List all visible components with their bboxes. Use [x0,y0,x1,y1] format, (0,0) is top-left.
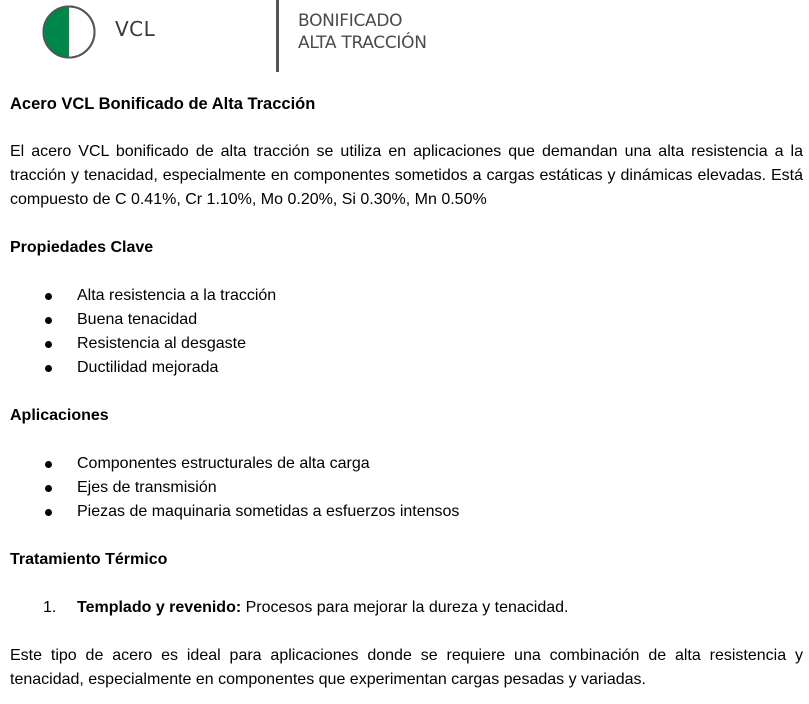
document-body [10,92,803,692]
list-item: Componentes estructurales de alta carga [10,452,803,476]
header-divider [276,0,279,72]
applications-list [10,452,803,524]
bullet-icon [45,317,52,324]
properties-list [10,284,803,380]
tagline-line-1: BONIFICADO [298,11,403,31]
list-item: Alta resistencia a la tracción [10,284,803,308]
list-number: 1. [43,599,57,616]
applications-heading: Aplicaciones [10,407,109,424]
treatment-term: Templado y revenido: [77,599,242,616]
bullet-icon [45,461,52,468]
treatment-heading: Tratamiento Térmico [10,551,168,568]
treatment-description: Procesos para mejorar la dureza y tenacidad. [241,599,569,616]
properties-heading: Propiedades Clave [10,239,154,256]
list-item: Piezas de maquinaria sometidas a esfuerzos intensos [10,500,803,524]
tagline-line-2: ALTA TRACCIÓN [298,33,427,53]
header-tagline [298,10,427,54]
treatment-list [10,596,803,620]
intro-paragraph: El acero VCL bonificado de alta tracción se utiliza en aplicaciones que demandan una alta resistencia a la tracción y tenacidad, especialmente en componentes sometidos a cargas estáticas y dinámicas elevadas. Está compuesto de C 0.41%, Cr 1.10%, Mo 0.20%, Si 0.30%, Mn 0.50% [10,143,803,208]
document-title: Acero VCL Bonificado de Alta Tracción [10,95,316,113]
bullet-icon [45,293,52,300]
list-item [10,596,803,620]
vcl-logo-icon [42,5,96,59]
list-item: Resistencia al desgaste [10,332,803,356]
bullet-icon [45,365,52,372]
conclusion-paragraph: Este tipo de acero es ideal para aplicaciones donde se requiere una combinación de alta resistencia y tenacidad, especialmente en componentes que experimentan cargas pesadas y variadas. [10,647,803,688]
bullet-icon [45,509,52,516]
list-item: Ductilidad mejorada [10,356,803,380]
brand-name: VCL [115,17,156,41]
list-item: Buena tenacidad [10,308,803,332]
list-item: Ejes de transmisión [10,476,803,500]
bullet-icon [45,341,52,348]
bullet-icon [45,485,52,492]
document-header [0,0,809,76]
